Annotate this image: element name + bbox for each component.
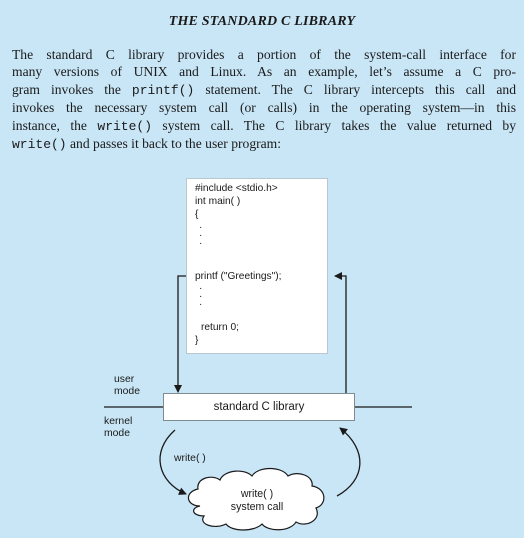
program-code-box — [186, 178, 328, 354]
return-arrow — [335, 276, 346, 393]
code-main: int main( ) — [195, 196, 241, 207]
paragraph-line: invokes the necessary system call (or calls) in the operating system—in this — [12, 100, 516, 116]
user-mode-label — [114, 374, 140, 398]
code-close-brace: } — [195, 335, 199, 346]
user-mode-line1: user — [114, 374, 135, 385]
cloud-label — [205, 488, 309, 513]
paragraph-line: The standard C library provides a portion of the system-call interface for — [12, 47, 516, 62]
code-return: return 0; — [201, 322, 239, 333]
cloud-line2: system call — [230, 500, 284, 513]
inline-code: write() — [12, 137, 67, 153]
sidebar-title: THE STANDARD C LIBRARY — [168, 14, 356, 29]
code-open-brace: { — [195, 209, 199, 220]
inline-code: write() — [97, 118, 152, 134]
kernel-mode-line1: kernel — [104, 416, 133, 427]
paragraph-line: gram invokes the printf() statement. The C library intercepts this call and — [12, 81, 516, 98]
user-mode-line2: mode — [114, 386, 140, 397]
code-ellipsis-bottom: · · · — [199, 283, 203, 310]
cloud-line1: write( ) — [240, 488, 274, 500]
code-include: #include <stdio.h> — [195, 183, 278, 194]
write-call-label: write( ) — [174, 453, 206, 464]
paragraph-line: many versions of UNIX and Linux. As an example, let’s assume a C pro- — [12, 64, 516, 80]
code-printf: printf ("Greetings"); — [195, 271, 282, 282]
syscall-return-arrow — [337, 428, 360, 496]
paragraph-line: write() and passes it back to the user program: — [12, 136, 282, 153]
standard-c-library-box: standard C library — [163, 393, 355, 421]
kernel-mode-line2: mode — [104, 428, 130, 439]
code-ellipsis-top: · · · — [199, 222, 203, 249]
kernel-mode-label — [104, 416, 132, 440]
inline-code: printf() — [131, 82, 195, 98]
paragraph-line: instance, the write() system call. The C library takes the value returned by — [12, 117, 517, 134]
